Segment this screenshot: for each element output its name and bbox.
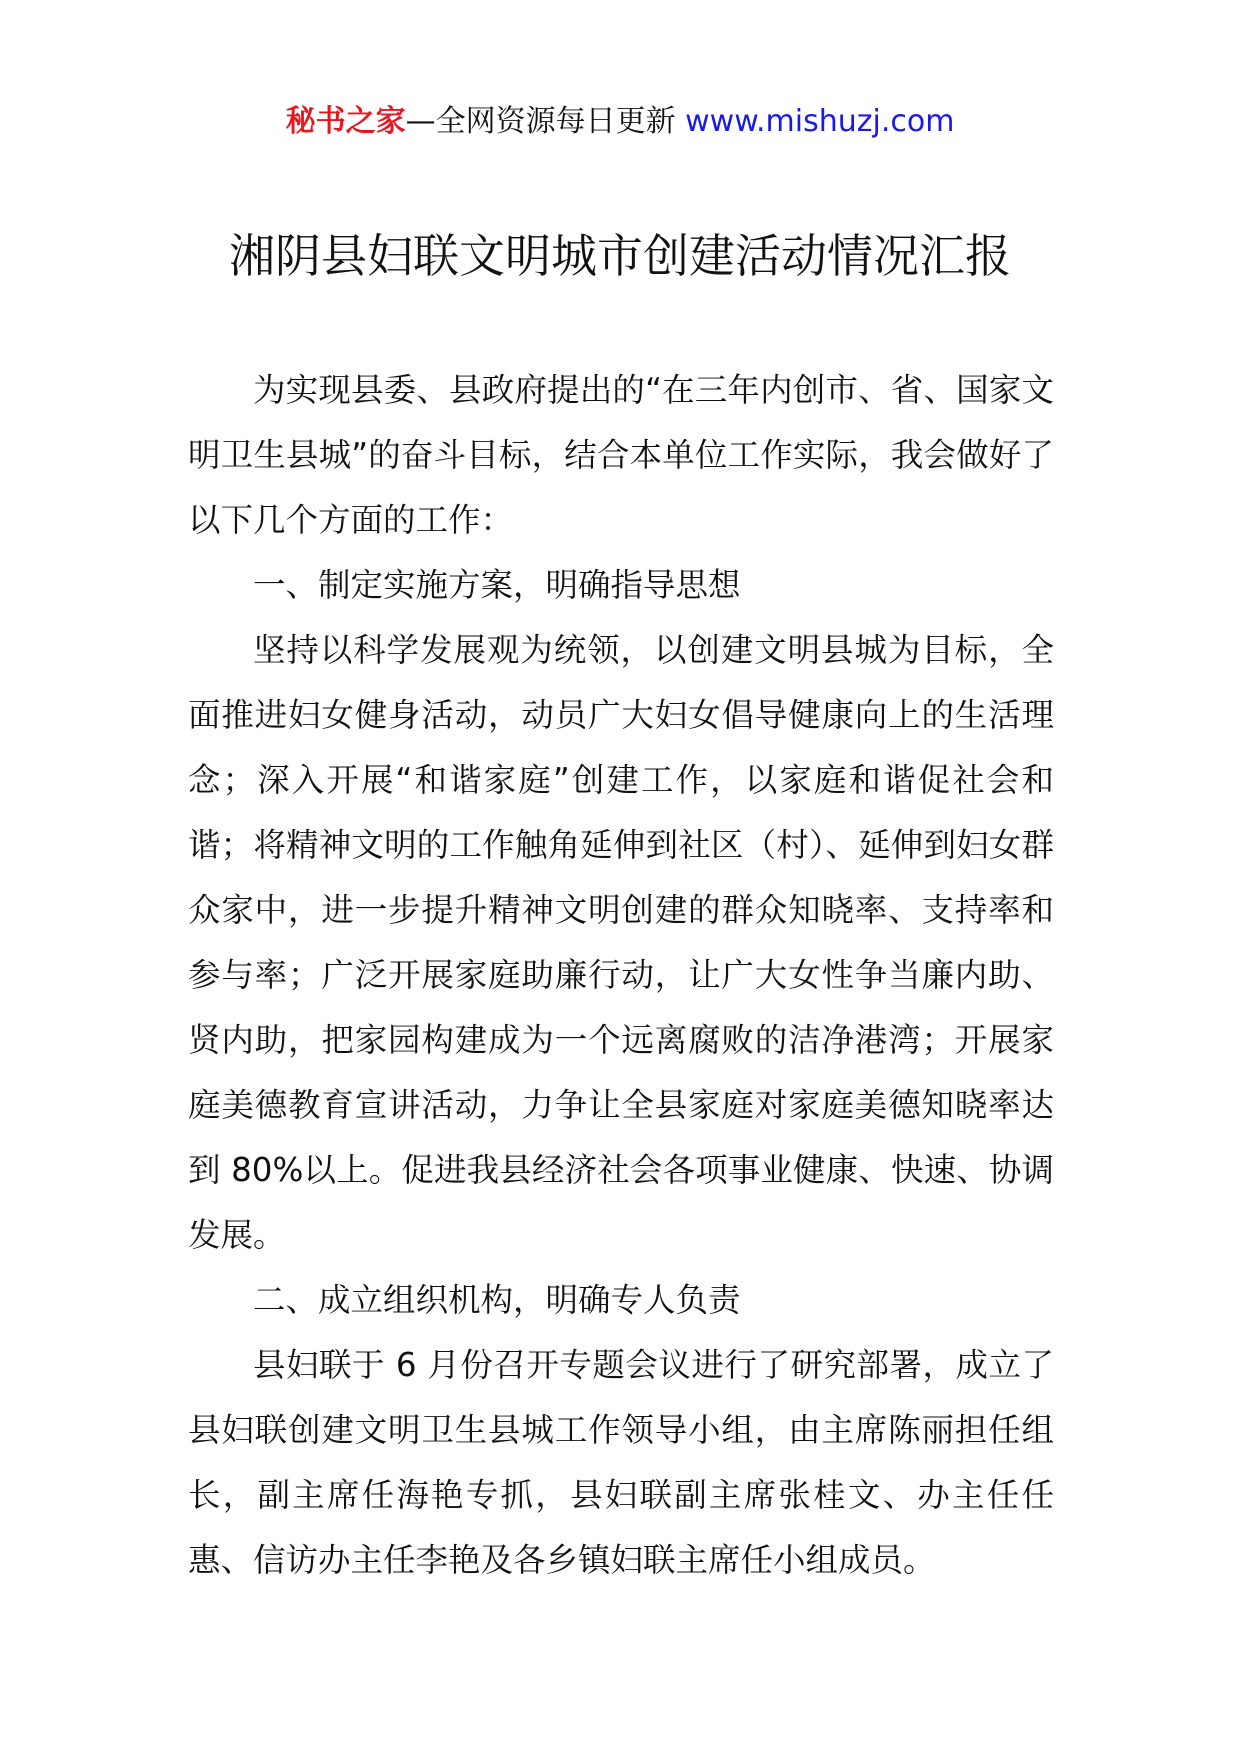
section-heading-1: 一、制定实施方案，明确指导思想	[253, 566, 741, 604]
document-body	[188, 358, 1054, 1593]
site-url-link[interactable]: www.mishuzj.com	[685, 104, 955, 139]
site-tagline: —全网资源每日更新	[405, 104, 676, 139]
section-1-paragraph: 坚持以科学发展观为统领，以创建文明县城为目标，全面推进妇女健身活动，动员广大妇女倡导健康向上的生活理念；深入开展“和谐家庭”创建工作，以家庭和谐促社会和谐；将精神文明的工作触角延伸到社区（村）、延伸到妇女群众家中，进一步提升精神文明创建的群众知晓率、支持率和参与率；广泛开展家庭助廉行动，让广大女性争当廉内助、贤内助，把家园构建成为一个远离腐败的洁净港湾；开展家庭美德教育宣讲活动，力争让全县家庭对家庭美德知晓率达到 80%以上。促进我县经济社会各项事业健康、快速、协调发展。	[188, 631, 1054, 1254]
section-2-paragraph: 县妇联于 6 月份召开专题会议进行了研究部署，成立了县妇联创建文明卫生县城工作领导小组，由主席陈丽担任组长，副主席任海艳专抓，县妇联副主席张桂文、办主任任惠、信访办主任李艳及各乡镇妇联主席任小组成员。	[188, 1346, 1054, 1579]
document-title: 湘阴县妇联文明城市创建活动情况汇报	[229, 229, 1011, 283]
site-header	[0, 100, 1240, 144]
site-brand: 秘书之家	[285, 104, 406, 139]
section-heading-2: 二、成立组织机构，明确专人负责	[253, 1281, 741, 1319]
intro-paragraph: 为实现县委、县政府提出的“在三年内创市、省、国家文明卫生县城”的奋斗目标，结合本单位工作实际，我会做好了以下几个方面的工作：	[188, 371, 1054, 539]
